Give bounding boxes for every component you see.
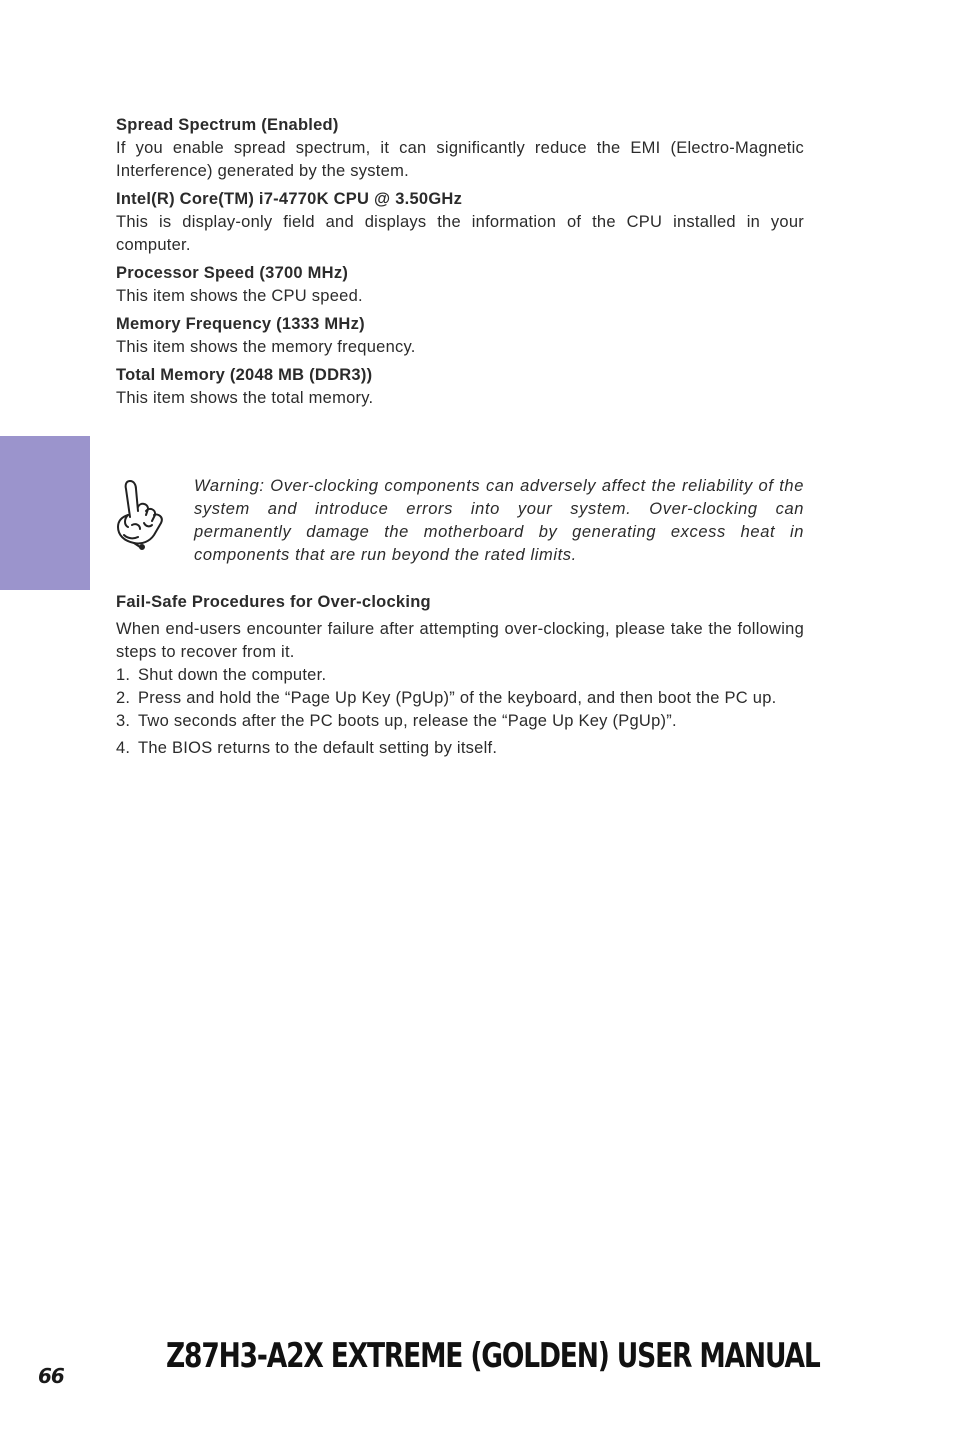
step-text: Two seconds after the PC boots up, release the “Page Up Key (PgUp)”. [138, 712, 677, 730]
pointing-hand-icon [110, 477, 172, 551]
list-item [116, 737, 804, 760]
item-desc-memory-frequency: This item shows the memory frequency. [116, 338, 416, 356]
list-item [116, 687, 804, 710]
failsafe-steps-list [116, 664, 804, 760]
page-number: 66 [38, 1364, 64, 1388]
item-desc-processor-speed: This item shows the CPU speed. [116, 287, 363, 305]
failsafe-intro: When end-users encounter failure after attempting over-clocking, please take the following steps to recover from it. [116, 620, 804, 661]
item-desc-spread-spectrum: If you enable spread spectrum, it can significantly reduce the EMI (Electro-Magnetic Interference) generated by the system. [116, 139, 804, 180]
list-item [116, 710, 804, 733]
bios-items-section [116, 114, 804, 415]
chapter-side-tab [0, 436, 90, 590]
step-text: Shut down the computer. [138, 666, 327, 684]
manual-title: Z87H3-A2X EXTREME (GOLDEN) USER MANUAL [166, 1336, 820, 1376]
item-title-spread-spectrum: Spread Spectrum (Enabled) [116, 116, 339, 134]
overclocking-warning-text: Warning: Over-clocking components can adversely affect the reliability of the system and introduce errors into your system. Over-clocking can permanently damage the motherboard by generating excess heat in components that are run beyond the rated limits. [194, 477, 804, 564]
list-item [116, 664, 804, 687]
step-number: 3. [116, 712, 131, 730]
item-desc-cpu: This is display-only field and displays the information of the CPU installed in your computer. [116, 213, 804, 254]
item-title-processor-speed: Processor Speed (3700 MHz) [116, 264, 349, 282]
step-number: 2. [116, 689, 131, 707]
item-desc-total-memory: This item shows the total memory. [116, 389, 374, 407]
failsafe-section [116, 591, 804, 760]
failsafe-title: Fail-Safe Procedures for Over-clocking [116, 593, 431, 611]
step-text: Press and hold the “Page Up Key (PgUp)” of the keyboard, and then boot the PC up. [138, 689, 777, 707]
item-title-total-memory: Total Memory (2048 MB (DDR3)) [116, 366, 373, 384]
step-number: 4. [116, 739, 131, 757]
item-title-memory-frequency: Memory Frequency (1333 MHz) [116, 315, 365, 333]
step-text: The BIOS returns to the default setting by itself. [138, 739, 498, 757]
step-number: 1. [116, 666, 131, 684]
item-title-cpu: Intel(R) Core(TM) i7-4770K CPU @ 3.50GHz [116, 190, 463, 208]
